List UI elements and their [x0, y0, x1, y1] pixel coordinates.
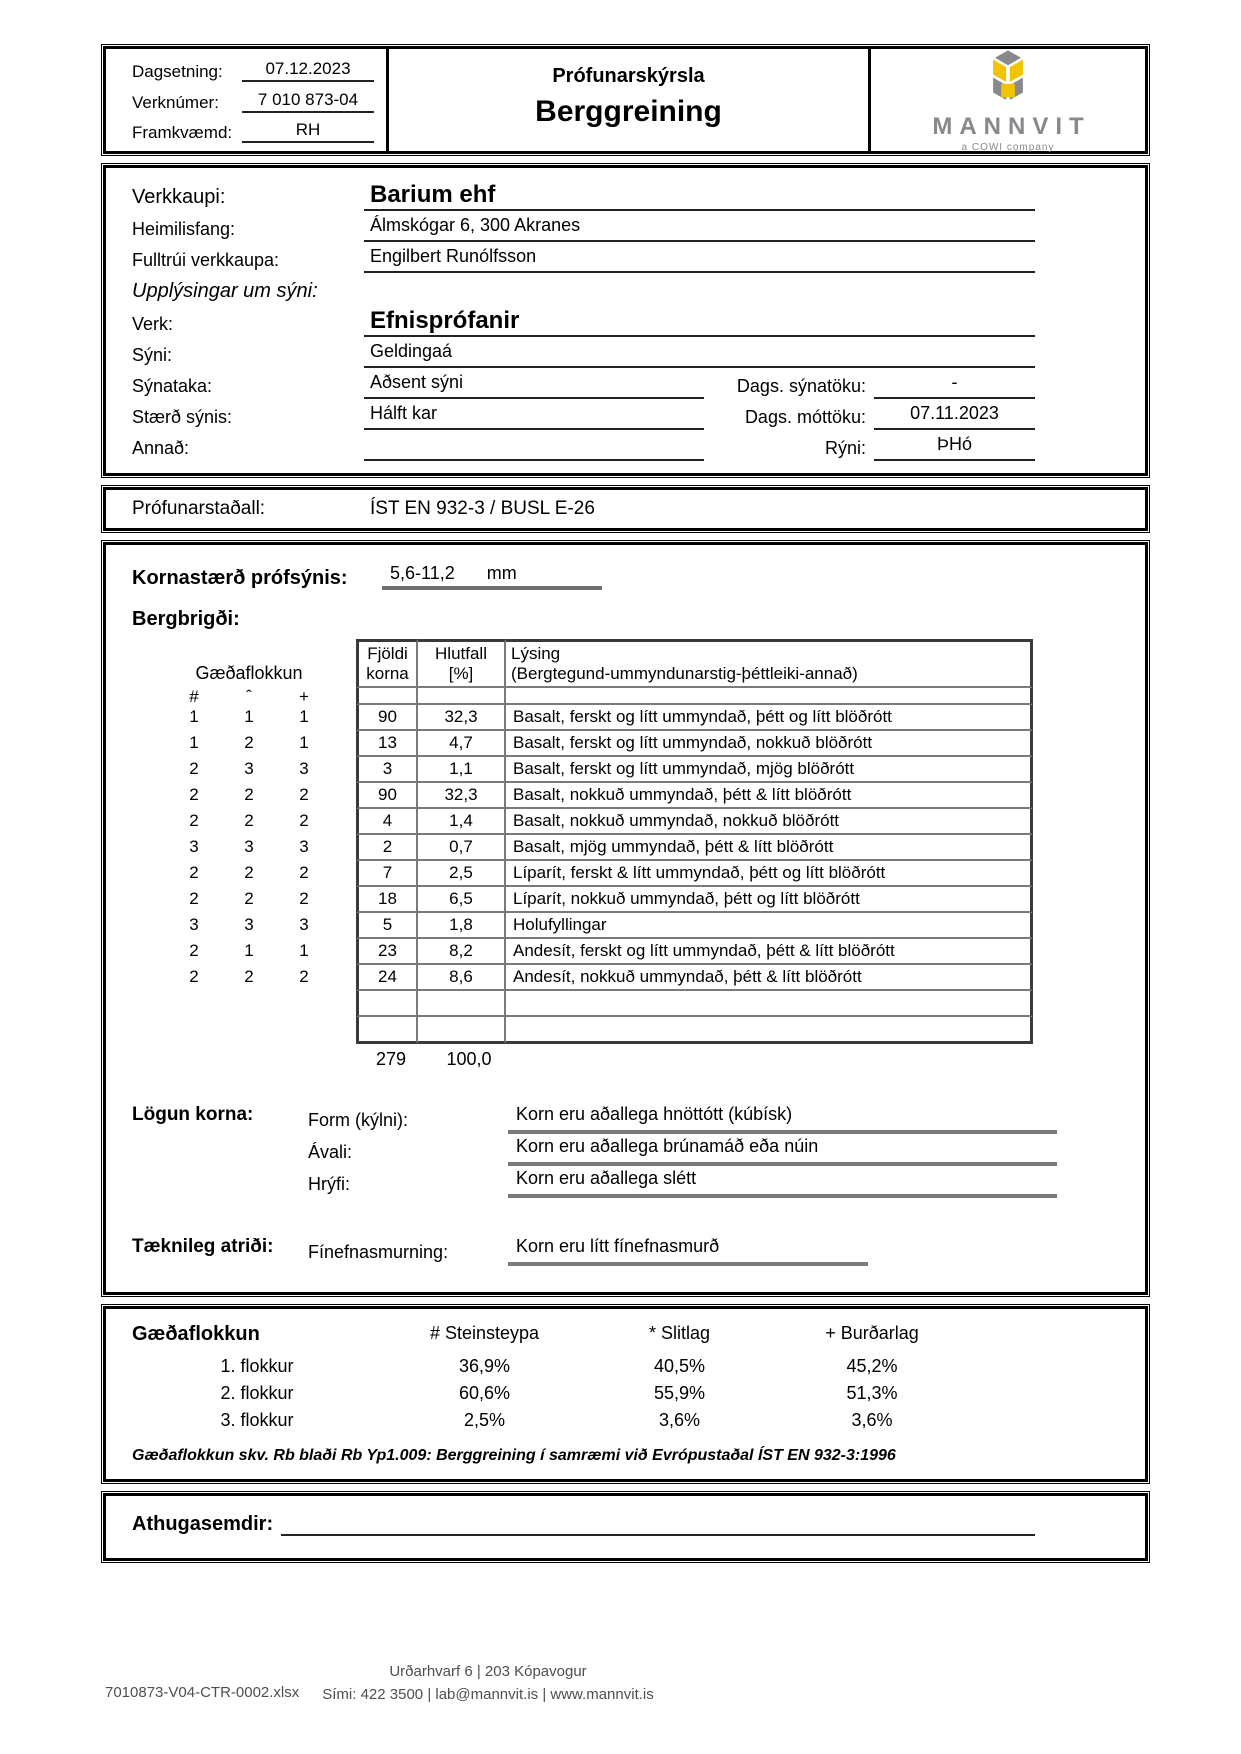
- quality-row-label: 2. flokkur: [220, 1383, 294, 1403]
- desc-cell: Basalt, ferskt og lítt ummyndað, mjög blöðrótt: [506, 757, 1033, 783]
- footer-address: Urðarhvarf 6 | 203 Kópavogur: [389, 1663, 587, 1680]
- quality-classification-box: [103, 1306, 1148, 1482]
- verk-value: Efnisprófanir: [364, 307, 1035, 337]
- quality-class-cell: 1: [299, 733, 309, 752]
- annad-label: Annað:: [132, 438, 190, 458]
- shape-row-label: Ávali:: [308, 1142, 353, 1162]
- comments-box: [103, 1493, 1148, 1561]
- quality-rows: [132, 1356, 1145, 1431]
- header-field-value: RH: [242, 120, 374, 143]
- count-cell: 90: [356, 783, 418, 809]
- report-title-block: [386, 49, 868, 151]
- quality-row-label: 3. flokkur: [220, 1410, 294, 1430]
- page-title: Berggreining: [535, 95, 722, 128]
- desc-cell: Basalt, ferskt og lítt ummyndað, nokkuð blöðrótt: [506, 731, 1033, 757]
- client-info-box: [103, 165, 1148, 476]
- header-field-label: Dagsetning:: [132, 62, 223, 81]
- annad-value: [364, 434, 704, 461]
- sample-row: [132, 337, 1035, 368]
- results-box: [103, 542, 1148, 1295]
- quality-class-cell: 2: [299, 967, 309, 986]
- header-field: [132, 90, 374, 113]
- ryni-value: ÞHó: [874, 434, 1035, 461]
- header-field: [132, 59, 374, 82]
- shape-row-value: Korn eru aðallega hnöttótt (kúbísk): [508, 1104, 1057, 1134]
- quality-class-cell: 2: [299, 863, 309, 882]
- col-header-pct: Hlutfall [%]: [418, 639, 506, 688]
- pct-cell: 32,3: [418, 705, 506, 731]
- desc-cell: Basalt, ferskt og lítt ummyndað, þétt og lítt blöðrótt: [506, 705, 1033, 731]
- count-cell: 90: [356, 705, 418, 731]
- count-cell: 5: [356, 913, 418, 939]
- staerd-label: Stærð sýnis:: [132, 407, 233, 427]
- quality-class-cell: 2: [244, 889, 254, 908]
- footer-contact-block: [238, 1660, 738, 1706]
- total-count: 279: [375, 1049, 407, 1069]
- count-cell: 23: [356, 939, 418, 965]
- quality-class-cell: 2: [244, 785, 254, 804]
- technical-row-value: Korn eru lítt fínefnasmurð: [508, 1236, 868, 1266]
- quality-class-cell: 3: [244, 915, 254, 934]
- comments-label: Athugasemdir:: [132, 1513, 274, 1535]
- quality-value-slitlag: 40,5%: [653, 1356, 706, 1376]
- quality-value-steinsteypa: 60,6%: [458, 1383, 511, 1403]
- quality-class-cell: 2: [189, 785, 199, 804]
- desc-cell: Basalt, mjög ummyndað, þétt & lítt blöðrótt: [506, 835, 1033, 861]
- pct-cell: 2,5: [418, 861, 506, 887]
- quality-class-cell: 2: [189, 941, 199, 960]
- pct-cell: 4,7: [418, 731, 506, 757]
- desc-cell: Líparít, nokkuð ummyndað, þétt og lítt blöðrótt: [506, 887, 1033, 913]
- quality-col-steinsteypa: # Steinsteypa: [429, 1323, 540, 1343]
- count-cell: 13: [356, 731, 418, 757]
- header-field: [132, 120, 374, 143]
- footer-filename: 7010873-V04-CTR-0002.xlsx: [105, 1684, 300, 1701]
- quality-class-cell: 2: [189, 811, 199, 830]
- quality-value-steinsteypa: 2,5%: [463, 1410, 506, 1430]
- grain-shape-section: [132, 1102, 1145, 1198]
- quality-class-cell: 3: [189, 915, 199, 934]
- grain-size-unit: mm: [486, 563, 517, 583]
- table-totals-row: [358, 1049, 1145, 1070]
- quality-class-cell: 2: [189, 889, 199, 908]
- mannvit-logo: [868, 49, 1145, 151]
- sample-row: [132, 306, 1035, 337]
- quality-class-header: Gæðaflokkun: [195, 663, 303, 683]
- pct-cell: 8,2: [418, 939, 506, 965]
- count-cell: 2: [356, 835, 418, 861]
- quality-value-steinsteypa: 36,9%: [458, 1356, 511, 1376]
- quality-value-burdarlag: 51,3%: [846, 1383, 898, 1403]
- quality-class-cell: 2: [244, 967, 254, 986]
- dags-synatoku-value: -: [874, 372, 1035, 399]
- staerd-value: Hálft kar: [364, 403, 704, 430]
- client-row: [132, 211, 1035, 242]
- col-header-desc: Lýsing (Bergtegund-ummyndunarstig-þéttleiki-annað): [506, 639, 1033, 688]
- quality-class-cell: 3: [244, 837, 254, 856]
- quality-class-cell: 1: [244, 707, 254, 726]
- pct-cell: 0,7: [418, 835, 506, 861]
- desc-cell: Basalt, nokkuð ummyndað, nokkuð blöðrótt: [506, 809, 1033, 835]
- pct-cell: 1,8: [418, 913, 506, 939]
- dags-mottoku-value: 07.11.2023: [874, 403, 1035, 430]
- heimilisfang-label: Heimilisfang:: [132, 219, 236, 239]
- shape-row-value: Korn eru aðallega brúnamáð eða núin: [508, 1136, 1057, 1166]
- header-field-value: 07.12.2023: [242, 59, 374, 82]
- technical-rows: [308, 1234, 868, 1266]
- quality-value-burdarlag: 3,6%: [851, 1410, 893, 1430]
- count-cell: 4: [356, 809, 418, 835]
- sample-row: [132, 399, 1035, 430]
- quality-class-cell: 1: [299, 707, 309, 726]
- header-field-value: 7 010 873-04: [242, 90, 374, 113]
- technical-section-label: Tæknileg atriði:: [132, 1236, 274, 1257]
- client-row: [132, 180, 1035, 211]
- verkkaupi-value: Barium ehf: [364, 181, 1035, 211]
- quality-class-cell: 3: [189, 837, 199, 856]
- syni-value: Geldingaá: [364, 341, 1035, 368]
- sample-row: [132, 430, 1035, 461]
- footer-contact: Sími: 422 3500 | lab@mannvit.is | www.mannvit.is: [322, 1686, 654, 1703]
- count-cell: 7: [356, 861, 418, 887]
- technical-row-label: Fínefnasmurning:: [308, 1242, 449, 1262]
- quality-class-cell: 2: [299, 785, 309, 804]
- quality-class-cell: 2: [299, 811, 309, 830]
- synataka-label: Sýnataka:: [132, 376, 213, 396]
- quality-class-cell: 3: [299, 837, 309, 856]
- grain-size-label: Kornastærð prófsýnis:: [132, 567, 348, 589]
- quality-class-cell: 2: [189, 759, 199, 778]
- dags-mottoku-label: Dags. móttöku:: [744, 407, 866, 427]
- standard-box: [103, 487, 1148, 531]
- technical-section: [132, 1234, 1145, 1266]
- count-cell: 3: [356, 757, 418, 783]
- quality-class-cell: 1: [299, 941, 309, 960]
- total-pct: 100,0: [446, 1049, 492, 1069]
- quality-row-label: 1. flokkur: [220, 1356, 294, 1376]
- count-cell: 24: [356, 965, 418, 991]
- desc-cell: Andesít, ferskt og lítt ummyndað, þétt & lítt blöðrótt: [506, 939, 1033, 965]
- grain-size-row: [132, 563, 1145, 590]
- fulltrui-value: Engilbert Runólfsson: [364, 246, 1035, 273]
- quality-class-cell: 3: [299, 915, 309, 934]
- quality-class-cell: 2: [244, 863, 254, 882]
- verkkaupi-label: Verkkaupi:: [132, 186, 226, 208]
- desc-cell: Basalt, nokkuð ummyndað, þétt & lítt blöðrótt: [506, 783, 1033, 809]
- comments-blank-line: [281, 1510, 1035, 1536]
- pct-cell: 8,6: [418, 965, 506, 991]
- ryni-label: Rýni:: [824, 438, 866, 458]
- dags-synatoku-label: Dags. sýnatöku:: [736, 376, 866, 396]
- quality-value-slitlag: 55,9%: [653, 1383, 706, 1403]
- syni-label: Sýni:: [132, 345, 173, 365]
- quality-symbol-slitlag: ˆ: [246, 687, 252, 706]
- verk-label: Verk:: [132, 314, 174, 334]
- report-type: Prófunarskýrsla: [552, 65, 705, 87]
- pct-cell: 1,1: [418, 757, 506, 783]
- sample-row: [132, 368, 1035, 399]
- shape-row: [308, 1166, 1057, 1198]
- quality-value-slitlag: 3,6%: [658, 1410, 701, 1430]
- quality-class-cell: 2: [189, 863, 199, 882]
- header-field-label: Verknúmer:: [132, 92, 219, 112]
- quality-class-cell: 3: [299, 759, 309, 778]
- quality-class-cell: 2: [299, 889, 309, 908]
- berg-table: [168, 639, 1145, 1044]
- quality-class-cell: 1: [189, 707, 199, 726]
- cube-icon: [977, 49, 1039, 110]
- desc-cell: Líparít, ferskt & lítt ummyndað, þétt og lítt blöðrótt: [506, 861, 1033, 887]
- synataka-value: Aðsent sýni: [364, 372, 704, 399]
- shape-rows: [308, 1102, 1057, 1198]
- berg-heading: Bergbrigði:: [132, 608, 240, 630]
- quality-title: Gæðaflokkun: [132, 1323, 260, 1345]
- sample-info-heading: Upplýsingar um sýni:: [132, 280, 318, 302]
- heimilisfang-value: Álmskógar 6, 300 Akranes: [364, 215, 1035, 242]
- quality-col-slitlag: * Slitlag: [648, 1323, 711, 1343]
- pct-cell: 32,3: [418, 783, 506, 809]
- quality-class-cell: 3: [244, 759, 254, 778]
- quality-col-burdarlag: + Burðarlag: [825, 1323, 919, 1343]
- header-box: [103, 46, 1148, 154]
- standard-value: ÍST EN 932-3 / BUSL E-26: [370, 498, 595, 519]
- quality-class-cell: 2: [244, 733, 254, 752]
- logo-brand-text: MANNVIT: [932, 113, 1091, 140]
- header-meta-fields: [106, 49, 386, 151]
- count-cell: 18: [356, 887, 418, 913]
- header-field-label: Framkvæmd:: [132, 123, 233, 142]
- shape-row-value: Korn eru aðallega slétt: [508, 1168, 1057, 1198]
- quality-header-row: [132, 1323, 1145, 1346]
- quality-footnote: Gæðaflokkun skv. Rb blaði Rb Yp1.009: Berggreining í samræmi við Evrópustaðal ÍST EN 932-3:1996: [132, 1447, 896, 1464]
- quality-value-burdarlag: 45,2%: [846, 1356, 898, 1376]
- shape-section-label: Lögun korna:: [132, 1104, 254, 1125]
- desc-cell: Andesít, nokkuð ummyndað, þétt & lítt blöðrótt: [506, 965, 1033, 991]
- quality-class-cell: 2: [189, 967, 199, 986]
- grain-size-value: [382, 563, 602, 590]
- desc-cell: Holufyllingar: [506, 913, 1033, 939]
- quality-class-cell: 1: [189, 733, 199, 752]
- shape-row-label: Hrýfi:: [308, 1174, 350, 1194]
- quality-symbol-burdarlag: +: [299, 687, 309, 706]
- shape-row: [308, 1102, 1057, 1134]
- shape-row-label: Form (kýlni):: [308, 1110, 408, 1130]
- logo-tagline: a COWI company: [961, 142, 1055, 153]
- quality-class-cell: 1: [244, 941, 254, 960]
- quality-class-cell: 2: [244, 811, 254, 830]
- pct-cell: 1,4: [418, 809, 506, 835]
- technical-row: [308, 1234, 868, 1266]
- shape-row: [308, 1134, 1057, 1166]
- quality-symbol-steinsteypa: #: [189, 687, 199, 706]
- standard-label: Prófunarstaðall:: [132, 498, 266, 519]
- col-header-count: Fjöldi korna: [356, 639, 418, 688]
- grain-size-range: 5,6-11,2: [390, 563, 455, 583]
- pct-cell: 6,5: [418, 887, 506, 913]
- client-row: [132, 242, 1035, 273]
- fulltrui-label: Fulltrúi verkkaupa:: [132, 250, 280, 270]
